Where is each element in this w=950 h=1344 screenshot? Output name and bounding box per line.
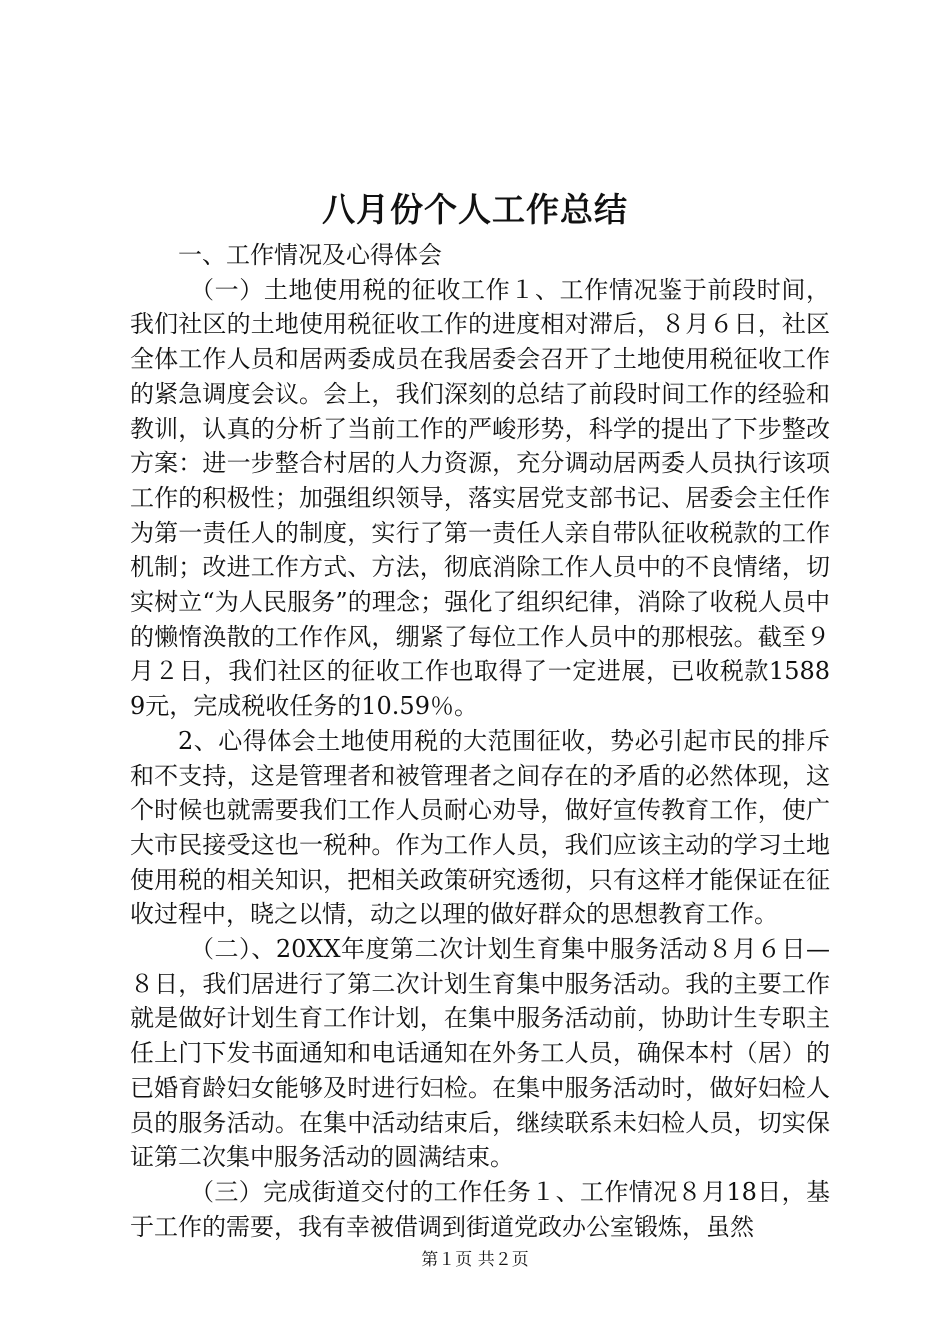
paragraph-experience: 2、心得体会土地使用税的大范围征收，势必引起市民的排斥和不支持，这是管理者和被管理者之间存在的矛盾的必然体现，这个时候也就需要我们工作人员耐心劝导，做好宣传教育工作，使广大市民接受这也一税种。作为工作人员，我们应该主动的学习土地使用税的相关知识，把相关政策研究透彻，只有这样才能保证在征收过程中，晓之以情，动之以理的做好群众的思想教育工作。 (130, 726, 830, 929)
page-number: 第１页 共２页 (421, 1250, 529, 1270)
document-body (130, 238, 830, 1244)
document-title: 八月份个人工作总结 (322, 190, 628, 229)
section-heading: 一、工作情况及心得体会 (178, 241, 442, 269)
paragraph-family-planning: （二）、20XX年度第二次计划生育集中服务活动８月６日—８日，我们居进行了第二次计划生育集中服务活动。我的主要工作就是做好计划生育工作计划，在集中服务活动前，协助计生专职主任上门下发书面通知和电话通知在外务工人员，确保本村（居）的已婚育龄妇女能够及时进行妇检。在集中服务活动时，做好妇检人员的服务活动。在集中活动结束后，继续联系未妇检人员，切实保证第二次集中服务活动的圆满结束。 (130, 935, 830, 1172)
paragraph-land-tax: （一）土地使用税的征收工作１、工作情况鉴于前段时间，我们社区的土地使用税征收工作的进度相对滞后，８月６日，社区全体工作人员和居两委成员在我居委会召开了土地使用税征收工作的紧急调度会议。会上，我们深刻的总结了前段时间工作的经验和教训，认真的分析了当前工作的严峻形势，科学的提出了下步整改方案：进一步整合村居的人力资源，充分调动居两委人员执行该项工作的积极性；加强组织领导，落实居党支部书记、居委会主任作为第一责任人的制度，实行了第一责任人亲自带队征收税款的工作机制；改进工作方式、方法，彻底消除工作人员中的不良情绪，切实树立“为人民服务”的理念；强化了组织纪律，消除了收税人员中的懒惰涣散的工作作风，绷紧了每位工作人员中的那根弦。截至９月２日，我们社区的征收工作也取得了一定进展，已收税款15889元，完成税收任务的10.59％。 (130, 275, 830, 721)
paragraph-street-tasks: （三）完成街道交付的工作任务１、工作情况８月18日，基于工作的需要，我有幸被借调到街道党政办公室锻炼，虽然 (130, 1177, 830, 1241)
